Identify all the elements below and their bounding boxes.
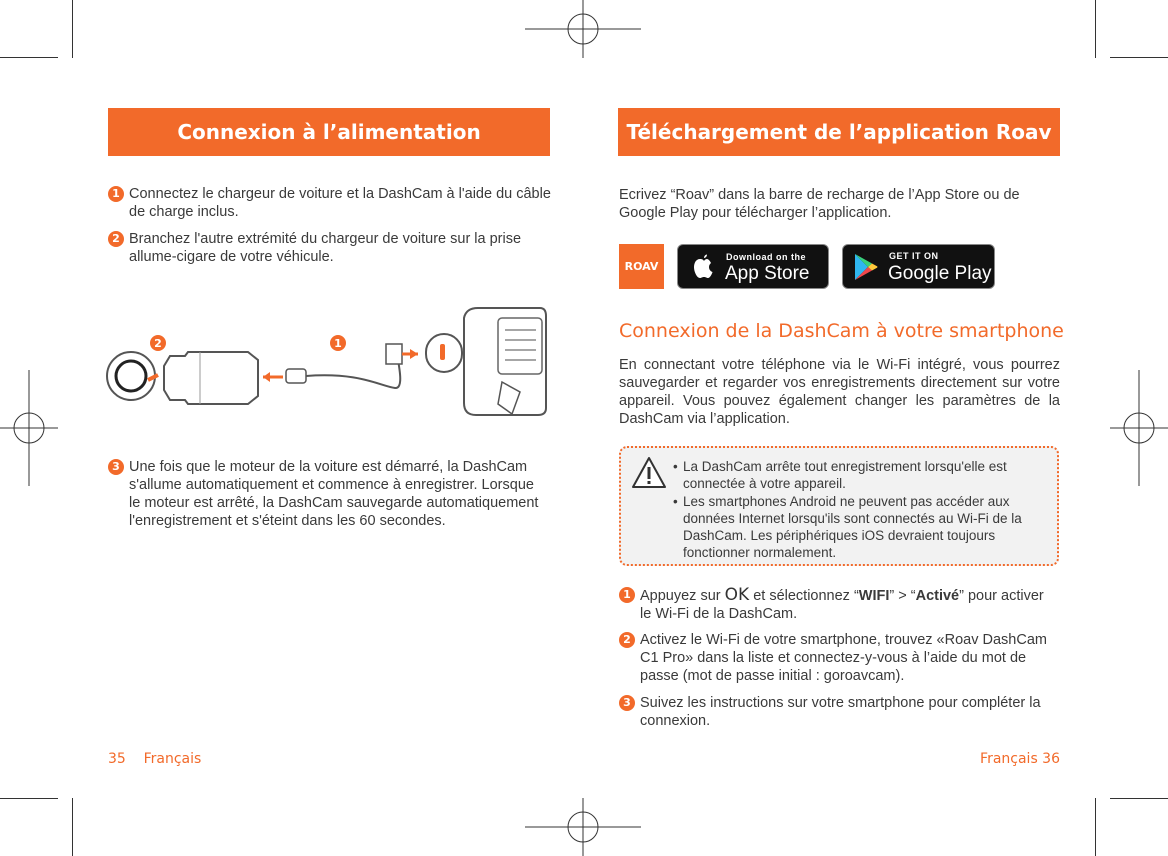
left-step-2 bbox=[108, 230, 553, 266]
section-subtitle: Connexion de la DashCam à votre smartphone bbox=[619, 320, 1064, 342]
registration-mark bbox=[525, 798, 641, 856]
crop-mark bbox=[1095, 798, 1096, 856]
registration-mark bbox=[1110, 370, 1168, 486]
warning-box bbox=[619, 446, 1059, 566]
step-text: Appuyez sur OK et sélectionnez “WIFI” > “Activé” pour activer le Wi-Fi de la DashCam. bbox=[640, 585, 1044, 622]
crop-mark bbox=[72, 798, 73, 856]
step-text: Une fois que le moteur de la voiture est démarré, la DashCam s'allume automatiquement et commence à enregistrer. Lorsque le moteur est arrêté, la DashCam sauvegarde automatiquement l'enregistrement et s'éteint dans les 60 secondes. bbox=[129, 459, 539, 529]
power-connection-illustration bbox=[100, 300, 560, 425]
step-text: Suivez les instructions sur votre smartphone pour compléter la connexion. bbox=[640, 695, 1041, 729]
step-text: Connectez le chargeur de voiture et la DashCam à l'aide du câble de charge inclus. bbox=[129, 186, 551, 220]
warning-list bbox=[673, 458, 1047, 562]
footer-right-page-number: Français 36 bbox=[980, 751, 1060, 767]
google-play-big-text: Google Play bbox=[888, 263, 992, 284]
right-step-1 bbox=[619, 586, 1059, 623]
step-number: 1 bbox=[619, 587, 635, 603]
roav-logo-text: ROAV bbox=[624, 260, 659, 273]
step-number: 3 bbox=[108, 459, 124, 475]
right-title-banner bbox=[618, 108, 1060, 156]
registration-mark bbox=[0, 370, 58, 486]
roav-logo bbox=[619, 244, 664, 289]
right-step-3 bbox=[619, 694, 1059, 730]
illustration-label: 1 bbox=[334, 337, 342, 350]
registration-mark bbox=[525, 0, 641, 58]
right-step-2 bbox=[619, 631, 1059, 685]
connection-paragraph: En connectant votre téléphone via le Wi-Fi intégré, vous pourrez sauvegarder et regarder vos enregistrements directement sur votre appareil. Vous pouvez également changer les paramètres de la DashCam via l’application. bbox=[619, 357, 1060, 427]
warning-icon bbox=[631, 456, 667, 490]
google-play-small-text: GET IT ON bbox=[889, 251, 939, 261]
step-text: Branchez l'autre extrémité du chargeur de voiture sur la prise allume-cigare de votre véhicule. bbox=[129, 231, 522, 265]
crop-mark bbox=[1095, 0, 1096, 58]
left-step-3 bbox=[108, 458, 548, 530]
step-number: 3 bbox=[619, 695, 635, 711]
left-title: Connexion à l’alimentation bbox=[177, 120, 481, 144]
crop-mark bbox=[1110, 798, 1168, 799]
app-store-badge[interactable] bbox=[677, 244, 829, 289]
step-number: 2 bbox=[108, 231, 124, 247]
left-step-1 bbox=[108, 185, 553, 221]
crop-mark bbox=[1110, 57, 1168, 58]
step-text: Activez le Wi-Fi de votre smartphone, trouvez «Roav DashCam C1 Pro» dans la liste et connectez-y-vous à l’aide du mot de passe (mot de passe initial : goroavcam). bbox=[640, 632, 1047, 684]
footer-left-page-number: 35 Français bbox=[108, 751, 202, 767]
ok-button-symbol: OK bbox=[724, 585, 750, 605]
illustration-label: 2 bbox=[154, 337, 162, 350]
app-store-small-text: Download on the bbox=[726, 252, 806, 262]
google-play-badge[interactable] bbox=[842, 244, 995, 289]
step-number: 2 bbox=[619, 632, 635, 648]
apple-icon bbox=[690, 254, 714, 280]
left-title-banner bbox=[108, 108, 550, 156]
intro-paragraph: Ecrivez “Roav” dans la barre de recharge de l’App Store ou de Google Play pour télécharger l’application. bbox=[619, 187, 1020, 221]
right-title: Téléchargement de l’application Roav bbox=[626, 120, 1052, 144]
crop-mark bbox=[72, 0, 73, 58]
dashcam-icon bbox=[426, 308, 546, 415]
warning-item: • La DashCam arrête tout enregistrement lorsqu'elle est connectée à votre appareil. bbox=[673, 458, 1047, 492]
step-number: 1 bbox=[108, 186, 124, 202]
car-charger-icon bbox=[107, 352, 258, 404]
crop-mark bbox=[0, 57, 58, 58]
warning-item: • Les smartphones Android ne peuvent pas accéder aux données Internet lorsqu'ils sont connectés au Wi-Fi de la DashCam. Les périphériques iOS devraient toujours fonctionner normalement. bbox=[673, 493, 1047, 561]
google-play-icon bbox=[853, 253, 879, 281]
crop-mark bbox=[0, 798, 58, 799]
app-store-big-text: App Store bbox=[725, 263, 810, 284]
